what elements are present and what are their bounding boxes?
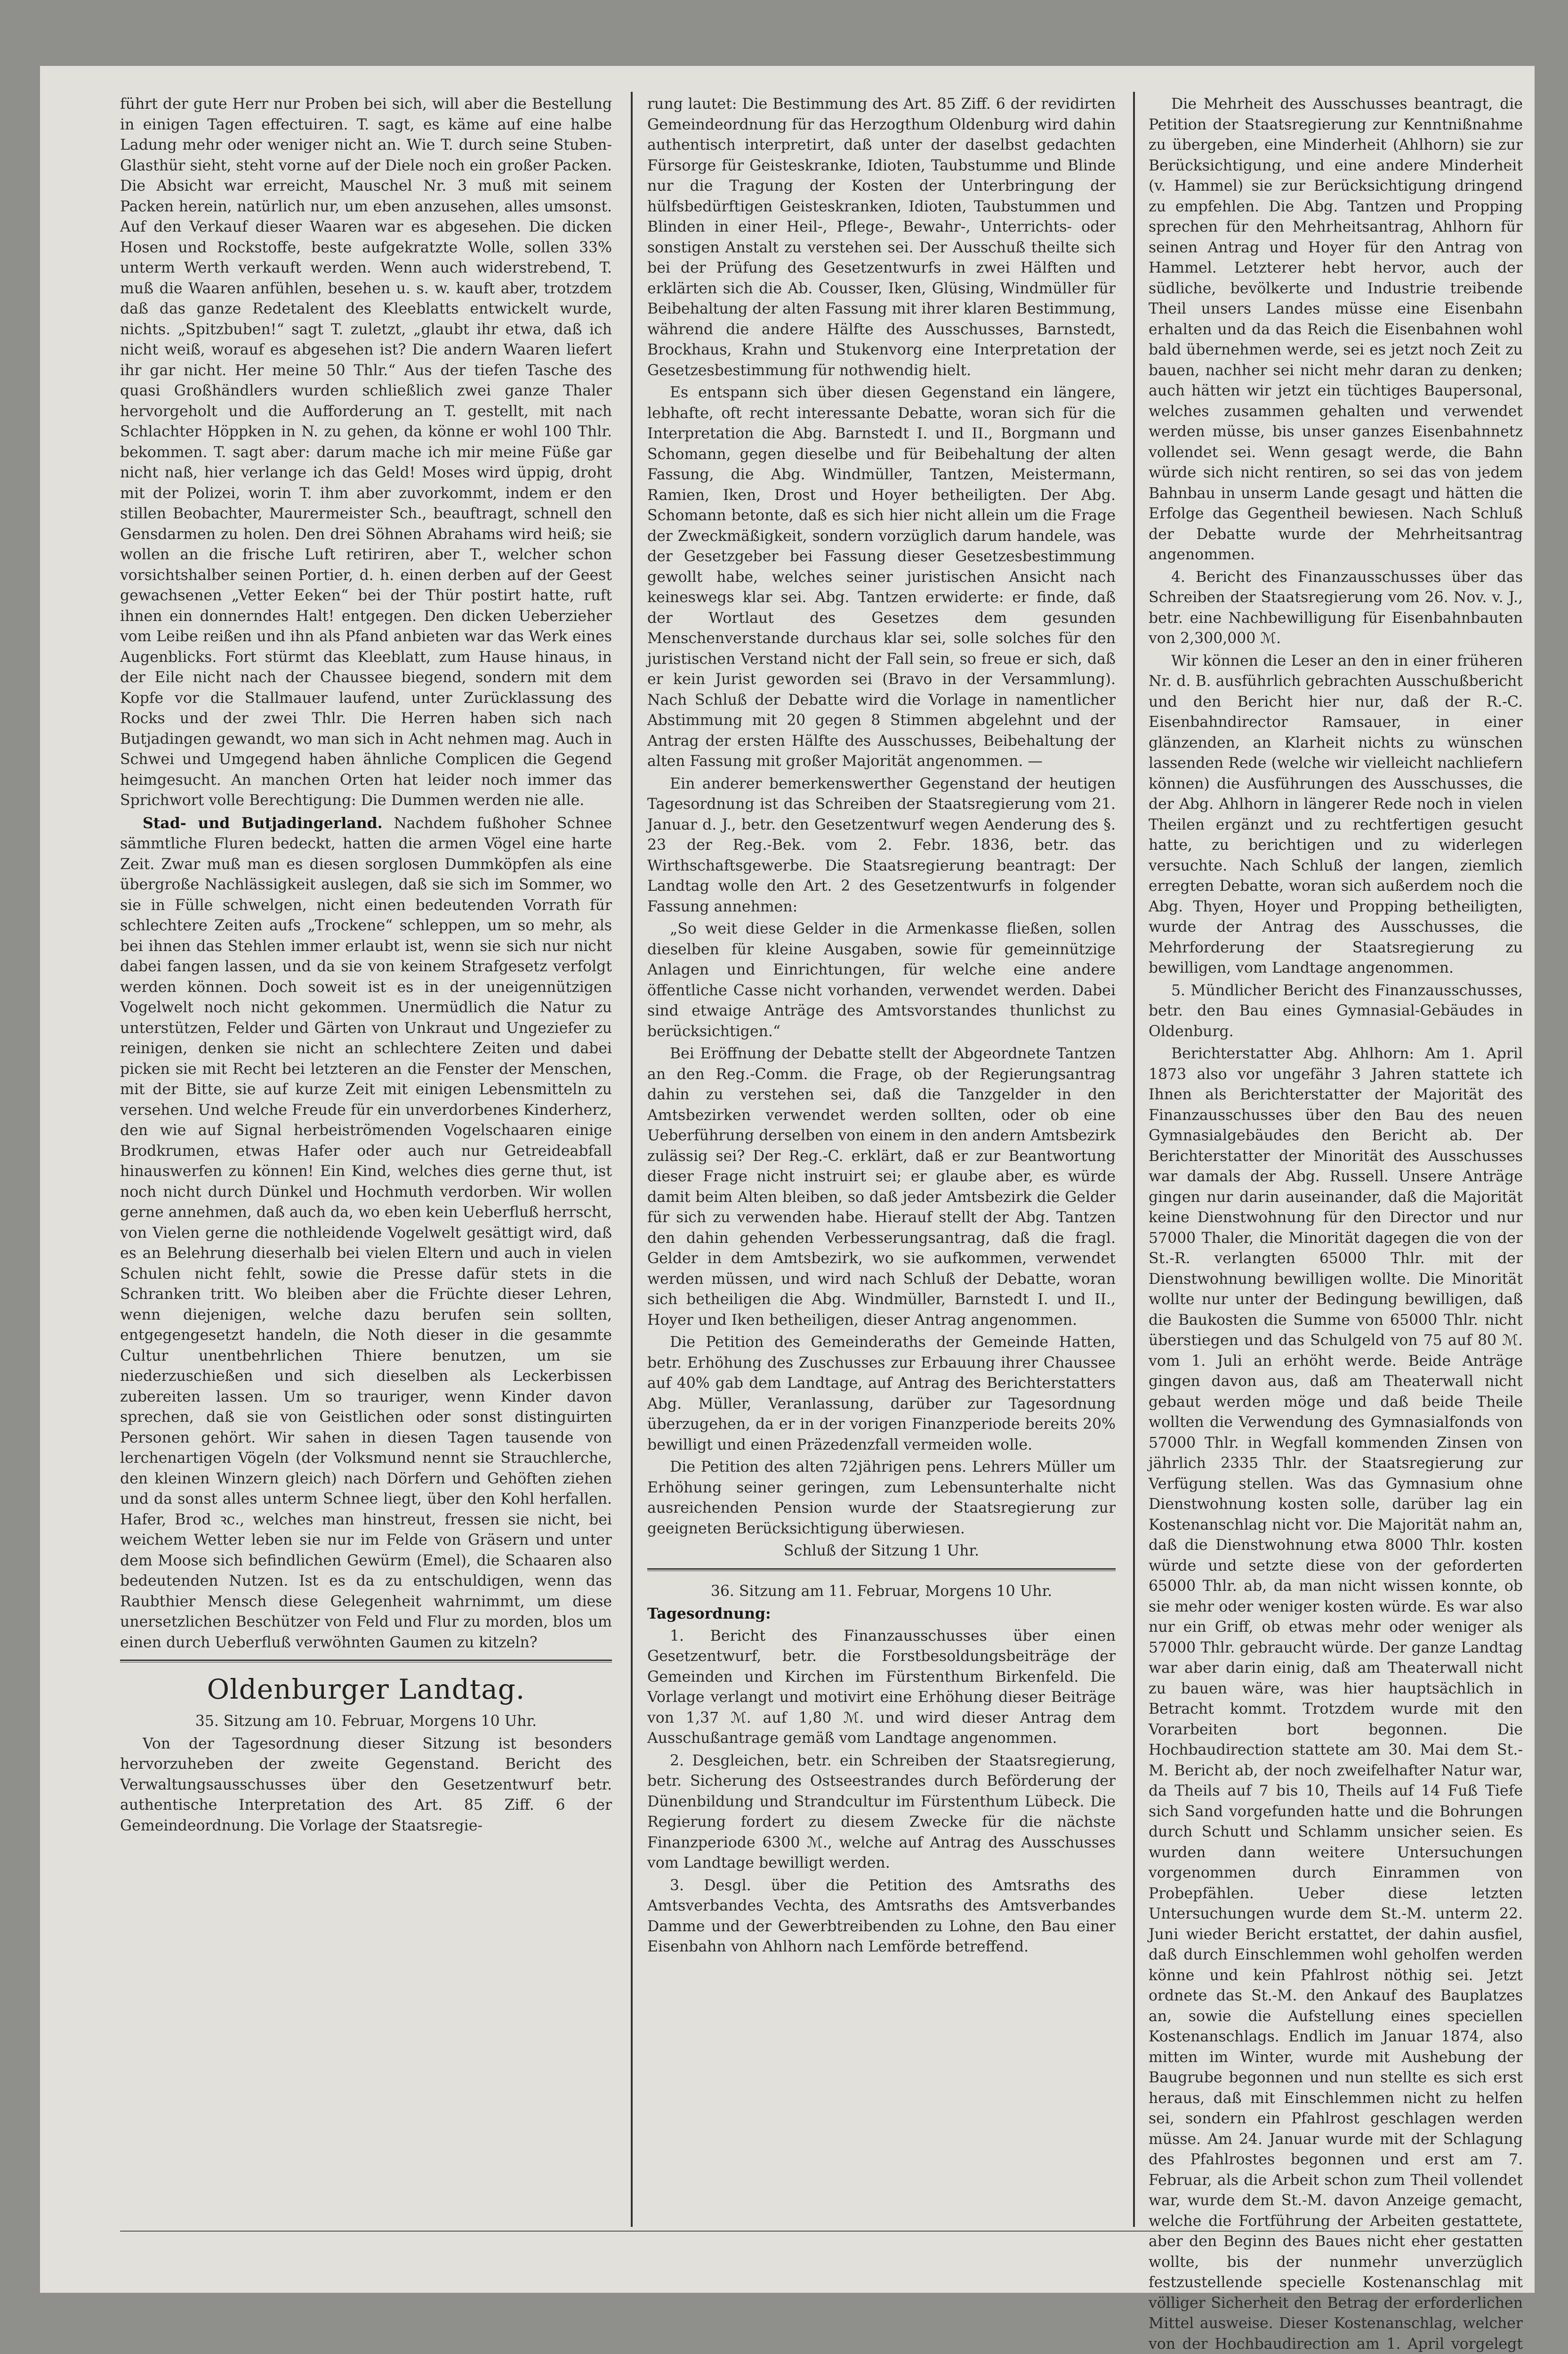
article-text: Ein anderer bemerkenswerther Gegenstand der heutigen Tagesordnung ist das Schreiben der Staatsregierung vom 21. Januar d. J., betr. den Gesetzentwurf wegen Aenderung des §. 23 der Reg.-Bek. vom 2. Febr. 1836, betr. das Wirthschaftsgewerbe. Die Staatsregierung beantragt: Der Landtag wolle den Art. 2 des Gesetzentwurfs in folgender Fassung annehmen: — [647, 775, 1116, 915]
newspaper-page — [40, 66, 1535, 2353]
article-text: Die Petition des alten 72jährigen pens. Lehrers Müller um Erhöhung seiner geringen, zum Lebensunterhalte nicht ausreichenden Pension wurde der Staatsregierung zur geeigneten Berücksichtigung überwiesen. — [647, 1459, 1116, 1537]
bottom-rule — [120, 2231, 1523, 2232]
article-text: 5. Mündlicher Bericht des Finanzausschusses, betr. den Bau eines Gymnasial-Gebäudes in Oldenburg. — [1149, 982, 1523, 1040]
article-text: 4. Bericht des Finanzausschusses über das Schreiben der Staatsregierung vom 26. Nov. v. J., betr. eine Nachbewilligung für Eisenbahnbauten von 2,300,000 ℳ. — [1149, 568, 1523, 647]
agenda-item: 2. Desgleichen, betr. ein Schreiben der Staatsregierung, betr. Sicherung des Ostseestrandes durch Beförderung der Dünenbildung und Strandcultur im Fürstenthum Lübeck. Die Regierung fordert zu diesem Zwecke für die nächste Finanzperiode 6300 ℳ., welche auf Antrag des Ausschusses vom Landtage bewilligt werden. — [647, 1752, 1116, 1871]
section-head: Stad- und Butjadingerland. — [143, 814, 383, 832]
session-close: Schluß der Sitzung 1 Uhr. — [784, 1542, 979, 1559]
column-1 — [120, 94, 612, 2213]
article-text: Von der Tagesordnung dieser Sitzung ist besonders hervorzuheben der zweite Gegenstand. Bericht des Verwaltungsausschusses über den Gesetzentwurf betr. authentische Interpretation des Art. 85 Ziff. 6 der Gemeindeordnung. Die Vorlage der Staatsregie- — [120, 1735, 612, 1834]
column-rule — [631, 92, 633, 2227]
session-title: 35. Sitzung am 10. Februar, Morgens 10 Uhr. — [195, 1713, 537, 1730]
article-text: Bei Eröffnung der Debatte stellt der Abgeordnete Tantzen an den Reg.-Comm. die Frage, ob der Regierungsantrag dahin zu verstehen sei, daß die Tanzgelder in den Amtsbezirken verwendet werden sollten, oder ob eine Ueberführung derselben von einem in den andern Amtsbezirk zulässig sei? Der Reg.-C. erklärt, daß er zur Beantwortung dieser Frage nicht instruirt sei; er glaube aber, es würde damit beim Alten bleiben, so daß jeder Amtsbezirk die Gelder für sich zu verwenden habe. Hierauf stellt der Abg. Tantzen den dahin gehenden Verbesserungsantrag, daß die fragl. Gelder in dem Amtsbezirk, wo sie aufkommen, verwendet werden müssen, und wird nach Schluß der Debatte, woran sich betheiligen die Abg. Windmüller, Barnstedt I. und II., Hoyer und Iken betheiligen, dieser Antrag angenommen. — [647, 1045, 1116, 1329]
article-text — [120, 813, 612, 1653]
article-text: Berichterstatter Abg. Ahlhorn: Am 1. April 1873 also vor ungefähr 3 Jahren stattete ich Ihnen als Berichterstatter der Majorität des Finanzausschusses über den Bau des neuen Gymnasialgebäudes den Bericht ab. Der Berichterstatter der Minorität des Ausschusses war damals der Abg. Russell. Unsere Anträge gingen nur darin auseinander, daß die Majorität keine Dienstwohnung für den Director und nur 57000 Thaler, die Minorität dagegen die von der St.-R. verlangten 65000 Thlr. mit der Dienstwohnung bewilligen wollte. Die Minorität wollte nur unter der Bedingung bewilligen, daß die Baukosten die Summe von 65000 Thlr. nicht überstiegen und das Schulgeld von 75 auf 80 ℳ. vom 1. Juli an erhöht werde. Beide Anträge gingen davon aus, daß am Theaterwall nicht gebaut werden möge und daß beide Theile wollten die Verwendung des Gymnasialfonds von 57000 Thlr. in Wegfall kommenden Zinsen von jährlich 2335 Thlr. der Staatsregierung zur Verfügung stellen. Was das Gymnasium ohne Dienstwohnung kosten solle, darüber lag ein Kostenanschlag nicht vor. Die Majorität nahm an, daß die Dienstwohnung etwa 8000 Thlr. kosten würde und setzte diese von der geforderten 65000 Thlr. ab, da man nicht wissen konnte, ob sie mehr oder weniger kosten würde. Es war also nur ein Griff, ob etwas mehr oder weniger als 57000 Thlr. gebraucht würde. Der ganze Landtag war aber darin einig, daß am Theaterwall nicht zu bauen wäre, was hier hauptsächlich in Betracht kommt. Trotzdem wurde mit den Vorarbeiten bort begonnen. Die Hochbaudirection stattete am 30. Mai dem St.-M. Bericht ab, der noch zweifelhafter Natur war, da Theils auf 7 bis 10, Theils auf 14 Fuß Tiefe sich Sand vorgefunden hatte und die Bohrungen durch Schutt und Schlamm unsicher seien. Es wurden dann weitere Untersuchungen vorgenommen durch Einrammen von Probepfählen. Ueber diese letzten Untersuchungen wurde dem St.-M. unterm 22. Juni wieder Bericht erstattet, der dahin ausfiel, daß durch Einschlemmen wohl geholfen werden könne und kein Pfahlrost nöthig sei. Jetzt ordnete das St.-M. den Ankauf des Bauplatzes an, sowie die Aufstellung eines speciellen Kostenanschlags. Endlich im Januar 1874, also mitten im Winter, wurde mit Aushebung der Baugrube begonnen und nun stellte es sich erst heraus, daß mit Einschlemmen nicht zu helfen sei, sondern ein Pfahlrost geschlagen werden müsse. Am 24. Januar wurde mit der Schlagung des Pfahlrostes begonnen und erst am 7. Februar, als die Arbeit schon zum Theil vollendet war, wurde dem St.-M. davon Anzeige gemacht, welche die Fortführung der Arbeiten gestattete, aber den Beginn des Baues nicht eher gestatten wollte, bis der nunmehr unverzüglich festzustellende specielle Kostenanschlag mit völliger Sicherheit den Betrag der erforderlichen Mittel ausweise. Dieser Kostenanschlag, welcher von der Hochbaudirection am 1. April vorgelegt — [1149, 1045, 1523, 2353]
article-text: rung lautet: Die Bestimmung des Art. 85 Ziff. 6 der revidirten Gemeindeordnung für das Herzogthum Oldenburg wird dahin authentisch interpretirt, daß unter der daselbst gedachten Fürsorge für Geisteskranke, Idioten, Taubstumme und Blinde nur die Tragung der Kosten der Unterbringung der hülfsbedürftigen Geisteskranken, Idioten, Taubstummen und Blinden in einer Heil-, Pflege-, Bewahr-, Unterrichts- oder sonstigen Anstalt zu verstehen sei. Der Ausschuß theilte sich bei der Prüfung des Gesetzentwurfs in zwei Hälften und erklärten sich die Ab. Cousser, Iken, Glüsing, Windmüller für Beibehaltung der alten Fassung mit ihrer klaren Bestimmung, während die andere Hälfte des Ausschusses, Barnstedt, Brockhaus, Krahn und Stukenvorg eine Interpretation der Gesetzesbestimmung für nothwendig hielt. — [647, 96, 1116, 379]
article-text: Wir können die Leser an den in einer früheren Nr. d. B. ausführlich gebrachten Ausschußbericht und den Bericht hier nur, daß der R.-C. Eisenbahndirector Ramsauer, in einer glänzenden, an Klarheit nichts zu wünschen lassenden Rede (welche wir vielleicht nachliefern können) die Ausführungen des Ausschusses, die der Abg. Ahlhorn in längerer Rede noch in vielen Theilen ergänzt und zu rechtfertigen gesucht hatte, zu berichtigen und zu widerlegen versuchte. Nach Schluß der langen, ziemlich erregten Debatte, woran sich außerdem noch die Abg. Thyen, Hoyer und Propping betheiligten, wurde der Antrag des Ausschusses, die Mehrforderung der Staatsregierung zu bewilligen, vom Landtage angenommen. — [1149, 652, 1523, 976]
section-divider — [120, 1660, 612, 1662]
agenda-head: Tagesordnung: — [647, 1605, 771, 1622]
column-rule — [1133, 92, 1135, 2227]
section-divider — [647, 1568, 1116, 1571]
article-text: Es entspann sich über diesen Gegenstand ein längere, lebhafte, oft recht interessante Debatte, woran sich für die Interpretation die Abg. Barnstedt I. und II., Borgmann und Schomann, gegen dieselbe und für Beibehaltung der alten Fassung, die Abg. Windmüller, Tantzen, Meistermann, Ramien, Iken, Drost und Hoyer betheiligten. Der Abg. Schomann betonte, daß es sich hier nicht allein um die Frage der Zweckmäßigkeit, sondern vorzüglich darum handele, was der Gesetzgeber bei Fassung dieser Gesetzesbestimmung gewollt habe, welches seiner juristischen Ansicht nach keineswegs klar sei. Abg. Tantzen erwiderte: er finde, daß der Wortlaut des Gesetzes dem gesunden Menschenverstande durchaus klar sei, solle solches für den juristischen Verstand nicht der Fall sein, so freue er sich, daß er kein Jurist geworden sei (Bravo in der Versammlung). Nach Schluß der Debatte wird die Vorlage in namentlicher Abstimmung mit 20 gegen 8 Stimmen abgelehnt und der Antrag der ersten Hälfte des Ausschusses, Beibehaltung der alten Fassung mit großer Majorität angenommen. — — [647, 384, 1116, 770]
article-text: Die Mehrheit des Ausschusses beantragt, die Petition der Staatsregierung zur Kenntnißnahme zu übergeben, eine Minderheit (Ahlhorn) sie zur Berücksichtigung, und eine andere Minderheit (v. Hammel) sie zur Berücksichtigung dringend zu empfehlen. Die Abg. Tantzen und Propping sprechen für den Mehrheitsantrag, Ahlhorn für seinen Antrag und Hoyer für den Antrag von Hammel. Letzterer hebt hervor, auch der südliche, bevölkerte und Industrie treibende Theil unsers Landes müsse eine Eisenbahn erhalten und da das Reich die Eisenbahnen wohl bald übernehmen werde, sei es jetzt noch Zeit zu bauen, nachher sei nicht mehr daran zu denken; auch hätten wir jetzt ein tüchtiges Baupersonal, welches zusammen gehalten und verwendet werden müsse, bis unser ganzes Eisenbahnnetz vollendet sei. Wenn gesagt werde, die Bahn würde sich nicht rentiren, so sei das von jedem Bahnbau in unserm Lande gesagt und hätten die Erfolge das Gegentheil bewiesen. Nach Schluß der Debatte wurde der Mehrheitsantrag angenommen. — [1149, 96, 1523, 563]
article-body: Nachdem fußhoher Schnee sämmtliche Fluren bedeckt, hatten die armen Vögel eine harte Zeit. Zwar muß man es diesen sorglosen Dummköpfen als eine übergroße Nachlässigkeit auslegen, daß sie sich im Sommer, wo sie in Fülle schwelgen, nicht einen bedeutenden Vorrath für schlechtere Zeiten aufs „Trockene“ schleppen, um so mehr, als bei ihnen das Stehlen immer erlaubt ist, wenn sie sich nur nicht dabei fangen lassen, und da sie von keinem Strafgesetz verfolgt werden können. Doch soweit ist es in der uneigennützigen Vogelwelt noch nicht gekommen. Unermüdlich die Natur zu unterstützen, Felder und Gärten von Unkraut und Ungeziefer zu reinigen, denken sie nicht an schlechtere Zeiten und dabei picken sie mit Recht bei letzteren an die Fenster der Menschen, mit der Bitte, sie auf kurze Zeit mit einigen Lebensmitteln zu versehen. Und welche Freude für ein unverdorbenes Kinderherz, den wie auf Signal herbeiströmenden Vogelschaaren einige Brodkrumen, etwas Hafer oder auch nur Getreideabfall hinauswerfen zu können! Ein Kind, welches dies gerne thut, ist noch nicht durch Dünkel und Hochmuth verdorben. Wir wollen gerne annehmen, daß auch da, wo eben kein Ueberfluß herrscht, von Vielen gerne die nothleidende Vogelwelt gesättigt wird, daß es an Belehrung dieserhalb bei vielen Eltern und auch in vielen Schulen nicht fehlt, sowie die Presse dafür stets in die Schranken tritt. Wo bleiben aber die Früchte dieser Lehren, wenn diejenigen, welche dazu berufen sein sollten, entgegengesetzt handeln, die Noth dieser in die gesammte Cultur unentbehrlichen Thiere benutzen, um sie niederzuschießen und sich dieselben als Leckerbissen zubereiten lassen. Um so trauriger, wenn Kinder davon sprechen, daß sie von Geistlichen oder sonst distinguirten Personen gehört. Wir sahen in diesen Tagen tausende von lerchenartigen Vögeln (der Volksmund nennt sie Strauchlerche, den kleinen Winzern gleich) nach Dörfern und Gehöften ziehen und da sonst alles unterm Schnee liegt, über den Kohl herfallen. Hafer, Brod ꝛc., welches man hinstreut, fressen sie nicht, bei weichem Wetter leben sie nur im Felde von Gräsern und unter dem Moose sich befindlichen Gewürm (Emel), die Schaaren also bedeutenden Nutzen. Ist es da zu entschuldigen, wenn das Raubthier Mensch diese Gelegenheit wahrnimmt, um diese unersetzlichen Beschützer von Feld und Flur zu morden, blos um einen durch Ueberfluß verwöhnten Gaumen zu kitzeln? — [120, 814, 612, 1651]
quote-text: „So weit diese Gelder in die Armenkasse fließen, sollen dieselben für kleine Ausgaben, sowie für gemeinnützige Anlagen und Einrichtungen, für welche eine andere öffentliche Casse nicht vorhanden, verwendet werden. Dabei sind etwaige Anträge des Amtsvorstandes thunlichst zu berücksichtigen.“ — [647, 920, 1116, 1040]
section-title: Oldenburger Landtag. — [207, 1673, 525, 1705]
article-text: führt der gute Herr nur Proben bei sich, will aber die Bestellung in einigen Tagen effectuiren. T. sagt, es käme auf eine halbe Ladung mehr oder weniger nicht an. Wie T. durch seine Stuben-Glasthür sieht, steht vorne auf der Diele noch ein großer Packen. Die Absicht war erreicht, Mauschel Nr. 3 muß mit seinem Packen herein, natürlich nur, um eben anzusehen, alles umsonst. Auf den Verkauf dieser Waaren war es abgesehen. Die dicken Hosen und Rockstoffe, beste aufgekratzte Wolle, sollen 33% unterm Werth verkauft werden. Wenn auch widerstrebend, T. muß die Waaren anfühlen, besehen u. s. w. kauft aber, trotzdem daß das ganze Redetalent des Kleeblatts entwickelt wurde, nichts. „Spitzbuben!“ sagt T. zuletzt, „glaubt ihr etwa, daß ich nicht weiß, worauf es abgesehen ist? Die andern Waaren liefert ihr gar nicht. Her meine 50 Thlr.“ Aus der tiefen Tasche des quasi Großhändlers wurden schließlich zwei ganze Thaler hervorgeholt und die Aufforderung an T. gestellt, mit nach Schlachter Höppken in N. zu gehen, da könne er wohl 100 Thlr. bekommen. T. sagt aber: darum mache ich mir meine Füße gar nicht naß, hier verlange ich das Geld! Moses wird üppig, droht mit der Polizei, worin T. ihm aber zuvorkommt, indem er den stillen Beobachter, Maurermeister Sch., beauftragt, schnell den Gensdarmen zu holen. Den drei Söhnen Abrahams wird heiß; sie wollen an die frische Luft retiriren, aber T., welcher schon vorsichtshalber seinen Portier, d. h. einen derben auf der Geest gewachsenen „Vetter Eeken“ bei der Thür postirt hatte, ruft ihnen ein donnerndes Halt! entgegen. Den dicken Ueberzieher vom Leibe reißen und ihn als Pfand anbieten war das Werk eines Augenblicks. Fort stürmt das Kleeblatt, zum Hause hinaus, in der Eile nicht nach der Chaussee biegend, sondern mit dem Kopfe vor die Stallmauer laufend, unter Zurücklassung des Rocks und der zwei Thlr. Die Herren haben sich nach Butjadingen gewandt, wo man sich in Acht nehmen mag. Auch in Schwei und Umgegend haben ähnliche Complicen die Gegend heimgesucht. An manchen Orten hat leider noch immer das Sprichwort volle Berechtigung: Die Dummen werden nie alle. — [120, 96, 612, 809]
agenda-item: 1. Bericht des Finanzausschusses über einen Gesetzentwurf, betr. die Forstbesoldungsbeiträge der Gemeinden und Kirchen im Fürstenthum Birkenfeld. Die Vorlage verlangt und motivirt eine Erhöhung dieser Beiträge von 1,37 ℳ. auf 1,80 ℳ. und wird dieser Antrag dem Ausschußantrage gemäß vom Landtage angenommen. — [647, 1627, 1116, 1747]
column-3 — [1149, 94, 1523, 2353]
article-text: Die Petition des Gemeinderaths der Gemeinde Hatten, betr. Erhöhung des Zuschusses zur Erbauung ihrer Chaussee auf 40% gab dem Landtage, auf Antrag des Berichterstatters Abg. Müller, Veranlassung, darüber zur Tagesordnung überzugehen, da er in der vorigen Finanzperiode bereits 20% bewilligt und einen Präzedenzfall vermeiden wolle. — [647, 1334, 1116, 1453]
session-title: 36. Sitzung am 11. Februar, Morgens 10 Uhr. — [710, 1582, 1053, 1600]
column-2 — [647, 94, 1116, 2213]
agenda-item: 3. Desgl. über die Petition des Amtsraths des Amtsverbandes Vechta, des Amtsraths des Amtsverbandes Damme und der Gewerbtreibenden zu Lohne, den Bau einer Eisenbahn von Ahlhorn nach Lemförde betreffend. — [647, 1877, 1116, 1955]
